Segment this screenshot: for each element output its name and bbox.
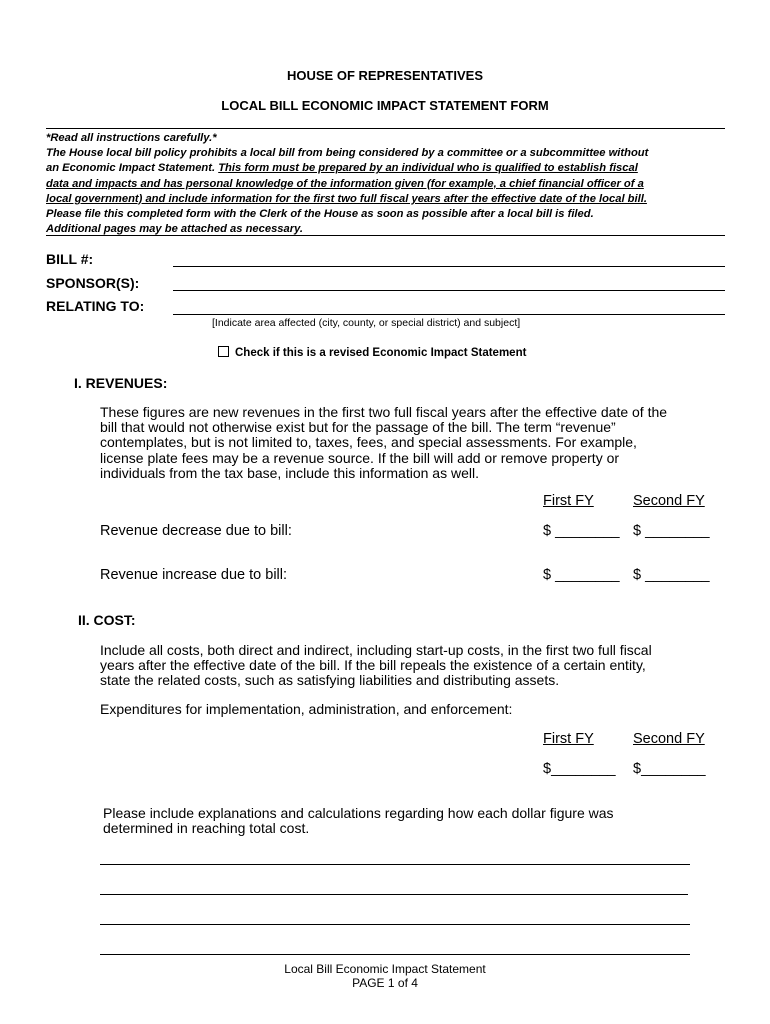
paragraph-line: license plate fees may be a revenue source. If the bill will add or remove property or xyxy=(100,449,620,466)
instructions-line: local government) and include information for the first two full fiscal years after the effective date of the local bill. xyxy=(46,192,647,205)
paragraph-line: years after the effective date of the bill. If the bill repeals the existence of a certain entity, xyxy=(100,657,646,674)
form-header-house: HOUSE OF REPRESENTATIVES xyxy=(287,68,483,83)
paragraph-line: determined in reaching total cost. xyxy=(103,820,310,837)
revenue-increase-label: Revenue increase due to bill: xyxy=(100,567,288,583)
cost-first-fy-header: First FY xyxy=(543,731,594,747)
explanation-instructions xyxy=(103,806,614,836)
revised-statement-checkbox[interactable] xyxy=(218,346,229,357)
bill-number-label: BILL #: xyxy=(46,251,94,267)
instructions-block xyxy=(46,131,736,237)
revenue-decrease-second-fy[interactable]: $ ________ xyxy=(633,523,710,539)
revenue-increase-second-fy[interactable]: $ ________ xyxy=(633,567,710,583)
expenditures-second-fy[interactable]: $________ xyxy=(633,761,706,777)
paragraph-line: Please include explanations and calculations regarding how each dollar figure was xyxy=(103,805,614,821)
cost-second-fy-header: Second FY xyxy=(633,731,705,747)
instructions-line: data and impacts and has personal knowledge of the information given (for example, a chief financial officer of a xyxy=(46,177,644,190)
expenditures-first-fy[interactable]: $________ xyxy=(543,761,616,777)
divider-top xyxy=(46,128,725,129)
revenue-decrease-label: Revenue decrease due to bill: xyxy=(100,523,292,539)
instructions-text: an Economic Impact Statement. xyxy=(46,162,219,175)
instructions-underlined: This form must be prepared by an individual who is qualified to establish fiscal xyxy=(218,162,638,175)
revenue-increase-first-fy[interactable]: $ ________ xyxy=(543,567,620,583)
revenues-second-fy-header: Second FY xyxy=(633,493,705,509)
page-footer xyxy=(0,962,770,990)
paragraph-line: individuals from the tax base, include this information as well. xyxy=(100,464,479,481)
paragraph-line: state the related costs, such as satisfying liabilities and distributing assets. xyxy=(100,672,560,689)
instructions-line: *Read all instructions carefully.* xyxy=(46,132,217,144)
bill-number-field[interactable] xyxy=(173,266,725,267)
form-title: LOCAL BILL ECONOMIC IMPACT STATEMENT FORM xyxy=(221,98,549,113)
relating-to-hint: [Indicate area affected (city, county, or special district) and subject] xyxy=(212,317,521,329)
sponsors-label: SPONSOR(S): xyxy=(46,275,140,291)
page-number: PAGE 1 of 4 xyxy=(352,976,418,990)
paragraph-line: These figures are new revenues in the first two full fiscal years after the effective date of the xyxy=(100,404,668,420)
sponsors-field[interactable] xyxy=(173,290,725,291)
explanation-line[interactable] xyxy=(100,924,690,925)
revenue-decrease-first-fy[interactable]: $ ________ xyxy=(543,523,620,539)
cost-heading: II. COST: xyxy=(78,612,136,628)
cost-description xyxy=(100,643,652,689)
instructions-line xyxy=(46,161,736,176)
relating-to-field[interactable] xyxy=(173,314,725,315)
relating-to-label: RELATING TO: xyxy=(46,298,145,314)
divider-instructions xyxy=(46,235,725,236)
footer-title: Local Bill Economic Impact Statement xyxy=(284,962,486,976)
revenues-heading: I. REVENUES: xyxy=(74,375,168,391)
revenues-first-fy-header: First FY xyxy=(543,493,594,509)
instructions-line: Please file this completed form with the Clerk of the House as soon as possible after a local bill is filed. xyxy=(46,208,594,221)
revenues-description xyxy=(100,405,667,481)
explanation-line[interactable] xyxy=(100,894,688,895)
paragraph-line: Include all costs, both direct and indirect, including start-up costs, in the first two full fiscal xyxy=(100,642,652,658)
revised-statement-option[interactable] xyxy=(218,346,526,359)
instructions-line: The House local bill policy prohibits a local bill from being considered by a committee or a subcommittee without xyxy=(46,147,649,160)
revised-statement-label: Check if this is a revised Economic Impact Statement xyxy=(235,347,527,359)
instructions-line: Additional pages may be attached as necessary. xyxy=(46,223,304,236)
paragraph-line: contemplates, but is not limited to, taxes, fees, and special assessments. For example, xyxy=(100,434,637,451)
explanation-line[interactable] xyxy=(100,954,690,955)
paragraph-line: bill that would not otherwise exist but for the passage of the bill. The term “revenue” xyxy=(100,419,616,436)
expenditures-label: Expenditures for implementation, administration, and enforcement: xyxy=(100,701,513,717)
explanation-line[interactable] xyxy=(100,864,690,865)
